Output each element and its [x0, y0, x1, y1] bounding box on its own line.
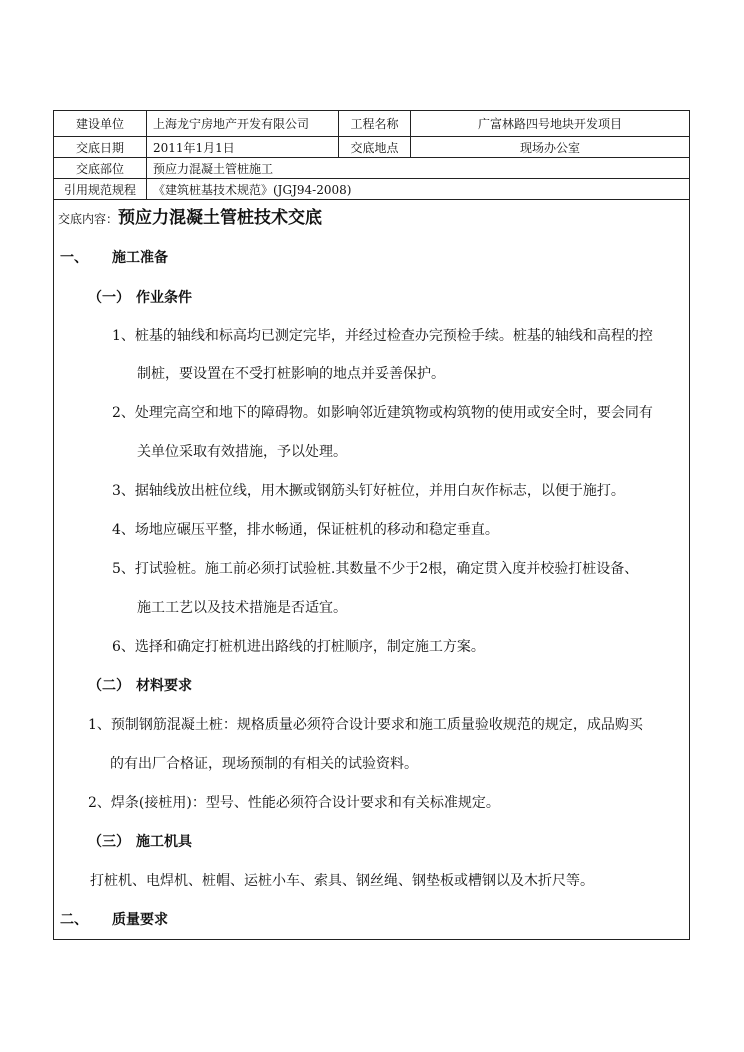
- subsection-2-heading: [88, 676, 192, 696]
- part-label: 交底部位: [54, 158, 147, 179]
- section-2-heading: [60, 910, 168, 930]
- list-item: 1、预制钢筋混凝土桩：规格质量必须符合设计要求和施工质量验收规范的规定，成品购买: [88, 717, 643, 733]
- construction-unit-value: 上海龙宁房地产开发有限公司: [147, 111, 339, 137]
- location-value: 现场办公室: [411, 137, 690, 158]
- construction-unit-label: 建设单位: [54, 111, 147, 137]
- list-item-cont: 施工工艺以及技术措施是否适宜。: [137, 600, 347, 616]
- list-item-cont: 的有出厂合格证，现场预制的有相关的试验资料。: [110, 756, 418, 772]
- list-item: 4、场地应碾压平整，排水畅通，保证桩机的移动和稳定垂直。: [112, 522, 499, 538]
- subsection-num: （三）: [88, 834, 130, 850]
- list-item-cont: 制桩，要设置在不受打桩影响的地点并妥善保护。: [137, 366, 445, 382]
- table-row: [54, 137, 690, 158]
- list-item-cont: 关单位采取有效措施，予以处理。: [137, 444, 347, 460]
- tools-text: 打桩机、电焊机、桩帽、运桩小车、索具、钢丝绳、钢垫板或槽钢以及木折尺等。: [90, 873, 594, 889]
- subsection-num: （一）: [88, 290, 130, 306]
- subsection-3-heading: [88, 832, 192, 852]
- subsection-1-heading: [88, 288, 192, 308]
- part-value: 预应力混凝土管桩施工: [147, 158, 690, 179]
- section-num: 二、: [60, 912, 88, 928]
- list-item: 2、焊条(接桩用)：型号、性能必须符合设计要求和有关标准规定。: [88, 795, 500, 811]
- table-row: [54, 158, 690, 179]
- list-item: 6、选择和确定打桩机进出路线的打桩顺序，制定施工方案。: [112, 639, 485, 655]
- list-item: 3、据轴线放出桩位线，用木撅或钢筋头钉好桩位，并用白灰作标志，以便于施打。: [112, 483, 625, 499]
- subsection-title: 作业条件: [136, 290, 192, 306]
- content-heading: 预应力混凝土管桩技术交底: [118, 208, 323, 228]
- content-label: 交底内容：: [58, 212, 119, 226]
- standard-label: 引用规范规程: [54, 179, 147, 200]
- location-label: 交底地点: [339, 137, 411, 158]
- date-value: 2011年1月1日: [147, 137, 339, 158]
- standard-value: 《建筑桩基技术规范》(JGJ94-2008): [147, 179, 690, 200]
- list-item: 5、打试验桩。施工前必须打试验桩.其数量不少于2根，确定贯入度并校验打桩设备、: [112, 561, 639, 577]
- section-title: 施工准备: [112, 250, 168, 266]
- section-1-heading: [60, 248, 168, 268]
- content-title: [58, 207, 322, 230]
- subsection-num: （二）: [88, 678, 130, 694]
- subsection-title: 材料要求: [136, 678, 192, 694]
- project-name-value: 广富林路四号地块开发项目: [411, 111, 690, 137]
- list-item: 2、处理完高空和地下的障碍物。如影响邻近建筑物或构筑物的使用或安全时，要会同有: [112, 405, 653, 421]
- table-row: [54, 179, 690, 200]
- section-title: 质量要求: [112, 912, 168, 928]
- list-item: 1、桩基的轴线和标高均已测定完毕，并经过检查办完预检手续。桩基的轴线和高程的控: [112, 328, 653, 344]
- section-num: 一、: [60, 250, 88, 266]
- table-row: [54, 111, 690, 137]
- subsection-title: 施工机具: [136, 834, 192, 850]
- date-label: 交底日期: [54, 137, 147, 158]
- header-table: [53, 110, 690, 200]
- project-name-label: 工程名称: [339, 111, 411, 137]
